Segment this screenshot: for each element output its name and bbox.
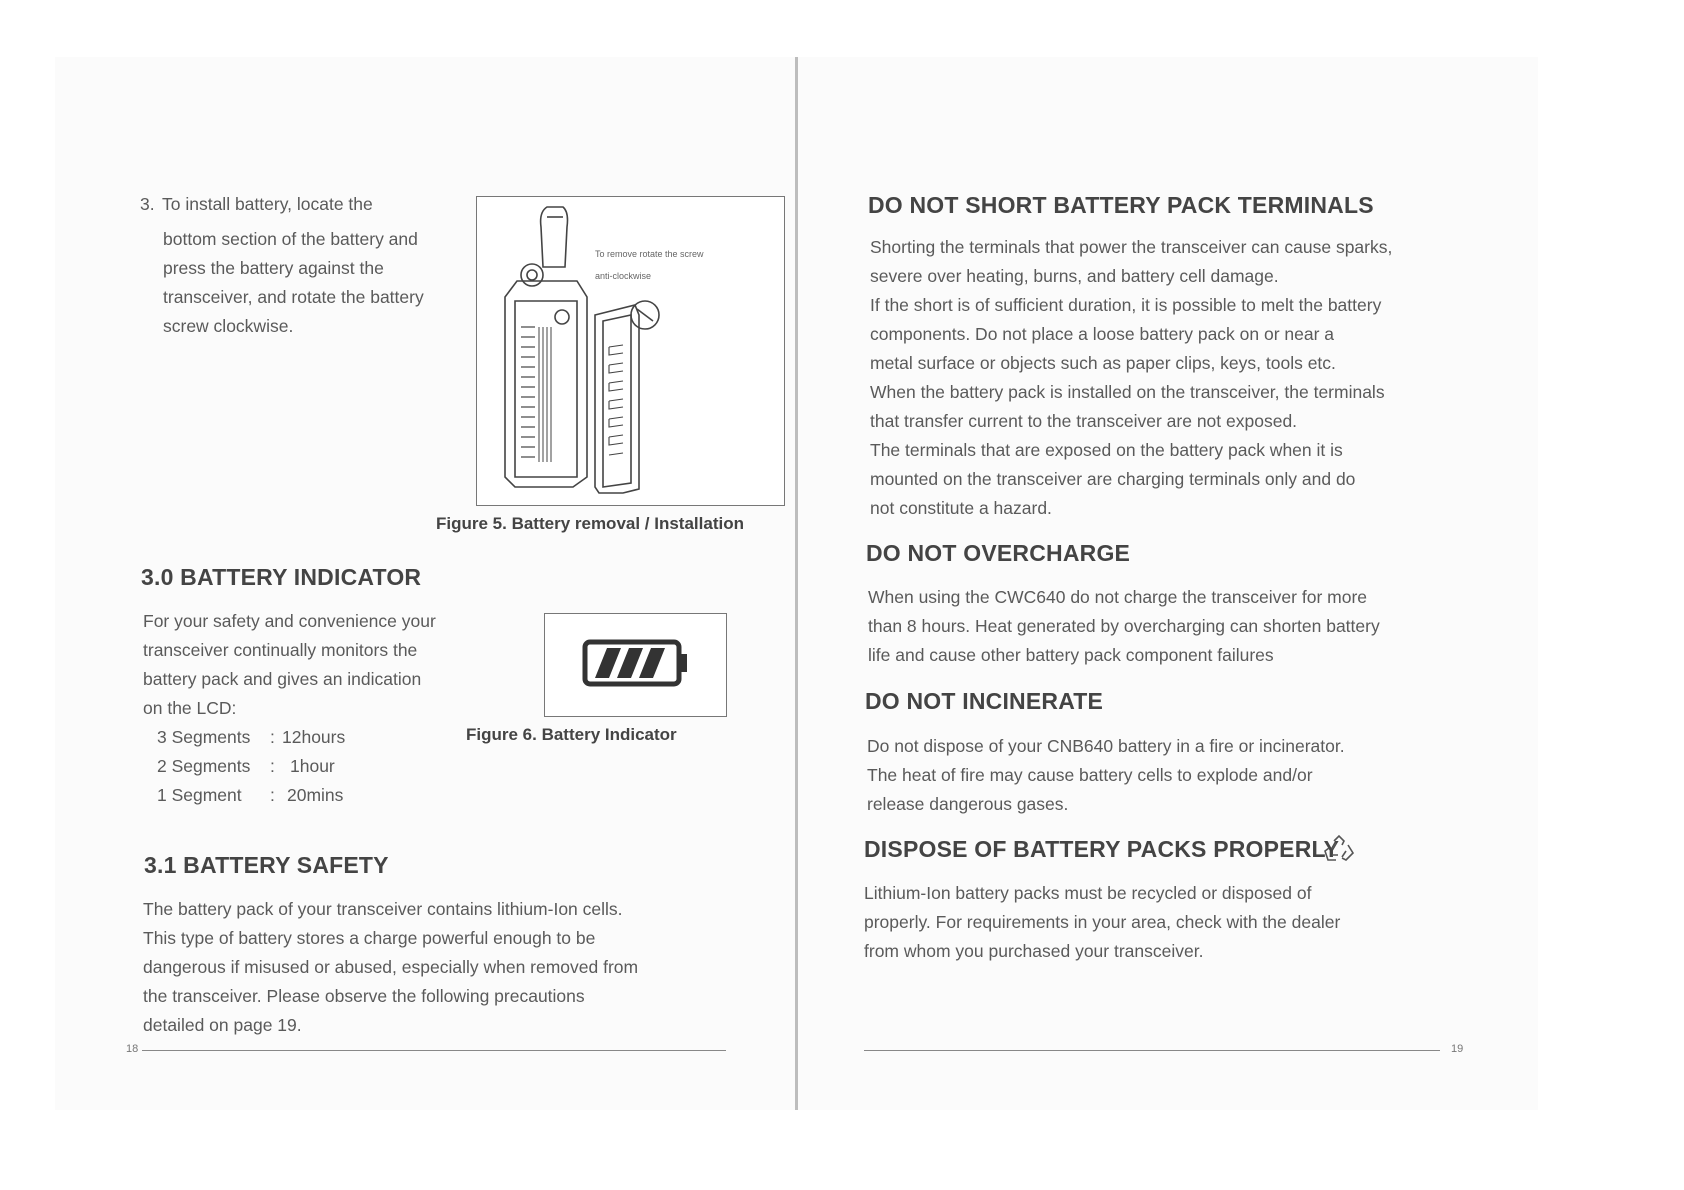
figure5-caption: Figure 5. Battery removal / Installation: [436, 514, 744, 533]
overcharge-line: life and cause other battery pack component failures: [868, 645, 1274, 665]
install-step-line: bottom section of the battery and: [163, 229, 418, 249]
dispose-line: Lithium-Ion battery packs must be recycled or disposed of: [864, 883, 1312, 903]
segment-sep: :: [270, 785, 275, 805]
short-terminals-line: that transfer current to the transceiver are not exposed.: [870, 411, 1298, 431]
safety-line: detailed on page 19.: [143, 1015, 302, 1035]
install-step-line: transceiver, and rotate the battery: [163, 287, 424, 307]
short-terminals-line: metal surface or objects such as paper clips, keys, tools etc.: [870, 353, 1336, 373]
segment-value: 20mins: [287, 785, 344, 805]
battery-safety-heading: 3.1 BATTERY SAFETY: [144, 852, 389, 878]
figure6-frame: [544, 613, 727, 717]
indicator-line: battery pack and gives an indication: [143, 669, 422, 689]
segment-label: 1 Segment: [157, 785, 242, 805]
battery-indicator-heading: 3.0 BATTERY INDICATOR: [141, 564, 422, 590]
short-terminals-line: Shorting the terminals that power the transceiver can cause sparks,: [870, 237, 1393, 257]
segment-label: 2 Segments: [157, 756, 251, 776]
incinerate-line: The heat of fire may cause battery cells to explode and/or: [867, 765, 1313, 785]
install-step-line: press the battery against the: [163, 258, 384, 278]
safety-line: dangerous if misused or abused, especially when removed from: [143, 957, 639, 977]
page-number-right: 19: [1451, 1043, 1464, 1055]
dispose-line: properly. For requirements in your area, check with the dealer: [864, 912, 1341, 932]
dispose-heading: DISPOSE OF BATTERY PACKS PROPERLY: [864, 836, 1340, 862]
install-step-line: To install battery, locate the: [162, 194, 373, 214]
incinerate-line: release dangerous gases.: [867, 794, 1069, 814]
battery-indicator-icon: [545, 614, 725, 714]
install-step-line: screw clockwise.: [163, 316, 294, 336]
indicator-line: transceiver continually monitors the: [143, 640, 418, 660]
incinerate-line: Do not dispose of your CNB640 battery in a fire or incinerator.: [867, 736, 1345, 756]
footer-rule-left: [142, 1050, 726, 1051]
short-terminals-line: mounted on the transceiver are charging terminals only and do: [870, 469, 1356, 489]
segment-value: 12hours: [282, 727, 346, 747]
figure6-caption: Figure 6. Battery Indicator: [466, 725, 677, 744]
dispose-line: from whom you purchased your transceiver.: [864, 941, 1204, 961]
book-gutter: [795, 57, 798, 1110]
radio-battery-illustration: [477, 197, 783, 504]
install-step-number: 3.: [140, 194, 155, 214]
segment-sep: :: [270, 756, 275, 776]
page-number-left: 18: [126, 1043, 139, 1055]
indicator-line: on the LCD:: [143, 698, 237, 718]
segment-sep: :: [270, 727, 275, 747]
short-terminals-line: If the short is of sufficient duration, it is possible to melt the battery: [870, 295, 1382, 315]
safety-line: This type of battery stores a charge powerful enough to be: [143, 928, 596, 948]
segment-label: 3 Segments: [157, 727, 251, 747]
indicator-line: For your safety and convenience your: [143, 611, 436, 631]
short-terminals-heading: DO NOT SHORT BATTERY PACK TERMINALS: [868, 192, 1374, 218]
figure5-frame: [476, 196, 785, 506]
recycle-icon: [1322, 833, 1356, 867]
short-terminals-line: The terminals that are exposed on the battery pack when it is: [870, 440, 1343, 460]
short-terminals-line: not constitute a hazard.: [870, 498, 1052, 518]
safety-line: The battery pack of your transceiver contains lithium-Ion cells.: [143, 899, 623, 919]
safety-line: the transceiver. Please observe the following precautions: [143, 986, 585, 1006]
footer-rule-right: [864, 1050, 1440, 1051]
short-terminals-line: components. Do not place a loose battery pack on or near a: [870, 324, 1335, 344]
overcharge-line: When using the CWC640 do not charge the transceiver for more: [868, 587, 1367, 607]
short-terminals-line: When the battery pack is installed on the transceiver, the terminals: [870, 382, 1385, 402]
figure5-note-line1: To remove rotate the screw: [595, 249, 704, 259]
short-terminals-line: severe over heating, burns, and battery cell damage.: [870, 266, 1279, 286]
overcharge-heading: DO NOT OVERCHARGE: [866, 540, 1131, 566]
figure5-note-line2: anti-clockwise: [595, 271, 652, 281]
overcharge-line: than 8 hours. Heat generated by overcharging can shorten battery: [868, 616, 1380, 636]
segment-value: 1hour: [290, 756, 335, 776]
incinerate-heading: DO NOT INCINERATE: [865, 688, 1104, 714]
